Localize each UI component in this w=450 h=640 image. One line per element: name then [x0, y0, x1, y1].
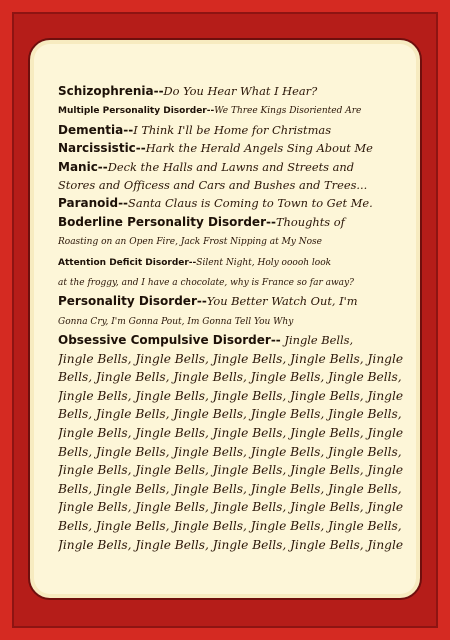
text-line-7: [58, 194, 406, 212]
text-line-3: [58, 121, 406, 139]
line-text: Jingle Bells,: [280, 333, 354, 348]
line-text: Do You Hear What I Hear?: [163, 84, 318, 98]
jingle-line: Bells, Jingle Bells, Jingle Bells, Jingle Bells, Jingle Bells,: [58, 519, 402, 534]
jingle-line: Jingle Bells, Jingle Bells, Jingle Bells, Jingle Bells, Jingle: [58, 463, 404, 478]
line-text: Silent Night, Holy ooooh look: [196, 257, 332, 268]
text-line-12: [58, 292, 406, 310]
text-line-11: [58, 272, 406, 292]
text-line-8: [58, 213, 406, 231]
line-text: We Three Kings Disoriented Are: [214, 106, 362, 117]
line-heading: Multiple Personality Disorder--: [58, 106, 215, 117]
line-heading: Attention Deficit Disorder--: [58, 257, 197, 268]
line-heading: Schizophrenia--: [58, 84, 164, 98]
line-heading: Dementia--: [58, 122, 134, 137]
text-line-10: [58, 252, 406, 272]
text-line-13: [58, 311, 406, 331]
line-text: Santa Claus is Coming to Town to Get Me.: [128, 196, 373, 211]
text-line-6: [58, 176, 406, 194]
text-line-5: [58, 158, 406, 176]
line-text: Roasting on an Open Fire, Jack Frost Nipping at My Nose: [58, 237, 322, 248]
jingle-line: Jingle Bells, Jingle Bells, Jingle Bells, Jingle Bells, Jingle: [58, 388, 404, 403]
line-text: You Better Watch Out, I'm: [206, 294, 358, 309]
jingle-line: Bells, Jingle Bells, Jingle Bells, Jingle Bells, Jingle Bells,: [58, 444, 402, 459]
line-text: Gonna Cry, I'm Gonna Pout, Im Gonna Tell You Why: [58, 316, 294, 327]
line-heading: Personality Disorder--: [58, 294, 207, 309]
line-heading: Boderline Personality Disorder--: [58, 214, 276, 229]
line-heading: Narcissistic--: [58, 141, 146, 156]
line-heading: Obsessive Compulsive Disorder--: [58, 333, 281, 348]
line-text: Stores and Officess and Cars and Bushes and Trees...: [58, 178, 368, 193]
greeting-card: [28, 38, 422, 600]
jingle-line: Bells, Jingle Bells, Jingle Bells, Jingle Bells, Jingle Bells,: [58, 481, 402, 496]
line-heading: Manic--: [58, 159, 108, 174]
jingle-line: Jingle Bells, Jingle Bells, Jingle Bells, Jingle Bells, Jingle: [58, 500, 404, 515]
jingle-line: Bells, Jingle Bells, Jingle Bells, Jingle Bells, Jingle Bells,: [58, 407, 402, 422]
text-line-2: [58, 100, 406, 120]
jingle-line: Bells, Jingle Bells, Jingle Bells, Jingle Bells, Jingle Bells,: [58, 370, 402, 385]
text-line-1: [58, 82, 406, 100]
line-text: Hark the Herald Angels Sing About Me: [145, 141, 373, 156]
line-text: I Think I'll be Home for Christmas: [133, 122, 332, 137]
jingle-line: Jingle Bells, Jingle Bells, Jingle Bells, Jingle Bells, Jingle: [58, 351, 404, 366]
jingle-line: Jingle Bells, Jingle Bells, Jingle Bells, Jingle Bells, Jingle: [58, 537, 404, 552]
jingle-line: Jingle Bells, Jingle Bells, Jingle Bells, Jingle Bells, Jingle: [58, 426, 404, 441]
text-line-14: [58, 331, 406, 349]
line-heading: Paranoid--: [58, 196, 129, 211]
text-line-4: [58, 139, 406, 157]
line-text: Deck the Halls and Lawns and Streets and: [107, 159, 355, 174]
line-text: at the froggy, and I have a chocolate, why is France so far away?: [58, 278, 354, 289]
line-text: Thoughts of: [275, 214, 345, 229]
text-line-9: [58, 231, 406, 251]
